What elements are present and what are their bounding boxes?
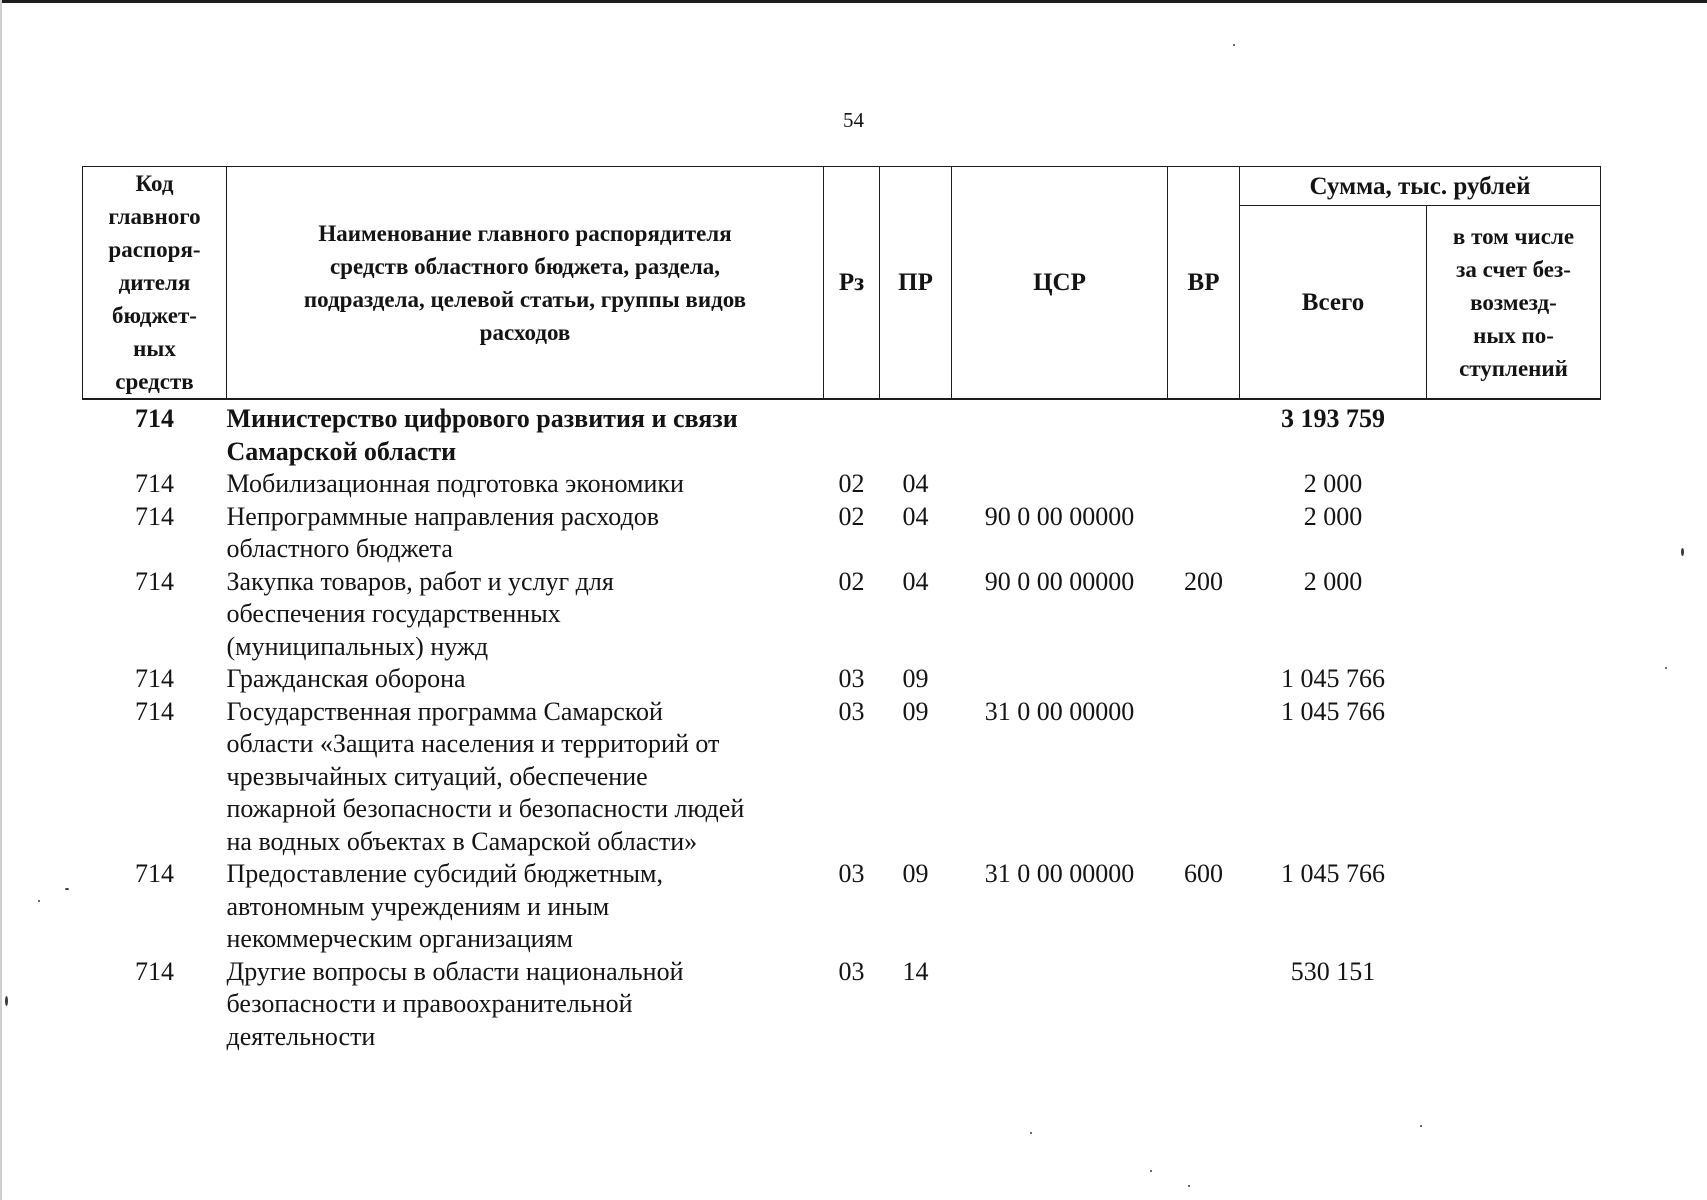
- cell-name-line: Закупка товаров, работ и услуг для: [226, 566, 614, 596]
- header-including-line: возмезд-: [1470, 289, 1557, 315]
- header-pr: ПР: [880, 167, 952, 400]
- cell-name-line: некоммерческим организациям: [226, 924, 573, 953]
- cell-name-line: области «Защита населения и территорий от: [226, 729, 720, 758]
- scan-speck: [38, 900, 40, 902]
- cell-name: [227, 566, 824, 664]
- header-code-line: главного: [108, 204, 201, 229]
- cell-csr: 31 0 00 00000: [984, 859, 1135, 888]
- header-including: [1427, 206, 1601, 399]
- cell-csr: [952, 663, 1168, 696]
- cell-code: 714: [135, 956, 174, 986]
- cell-name-line: пожарной безопасности и безопасности людей: [226, 794, 745, 823]
- cell-pr: [880, 399, 952, 468]
- cell-code: 714: [135, 566, 174, 596]
- cell-rz: 02: [838, 566, 865, 596]
- header-code-line: дителя: [118, 270, 191, 295]
- scan-speck: [1420, 1125, 1422, 1127]
- header-name-line: расходов: [479, 319, 571, 345]
- header-code-line: Код: [135, 171, 174, 196]
- cell-name: [227, 663, 824, 696]
- cell-name: [227, 858, 824, 956]
- header-including-line: ных по-: [1473, 322, 1554, 348]
- header-code-line: средств: [115, 369, 194, 394]
- cell-including: [1427, 696, 1601, 859]
- table-row: [83, 468, 1601, 501]
- cell-name-line: на водных объектах в Самарской области»: [226, 826, 698, 856]
- cell-pr: 14: [902, 956, 929, 986]
- cell-vr: [1168, 468, 1240, 501]
- cell-pr: 09: [902, 859, 929, 888]
- header-code-line: ных: [133, 336, 176, 361]
- cell-rz: 03: [838, 696, 865, 726]
- cell-name-line: Предоставление субсидий бюджетным,: [226, 859, 663, 888]
- table-body: [83, 399, 1601, 1053]
- cell-code: 714: [135, 859, 174, 888]
- cell-vr: 600: [1184, 859, 1223, 888]
- header-code: [83, 167, 227, 400]
- table-row: [83, 956, 1601, 1054]
- cell-name: [227, 956, 824, 1054]
- scan-speck: [1188, 1185, 1190, 1187]
- cell-csr: 31 0 00 00000: [984, 696, 1135, 726]
- cell-name: [227, 468, 824, 501]
- cell-including: [1427, 399, 1601, 468]
- cell-including: [1427, 501, 1601, 566]
- scan-speck: [1681, 548, 1684, 556]
- table-row: [83, 399, 1601, 468]
- header-sum: Сумма, тыс. рублей: [1240, 167, 1601, 206]
- cell-rz: 03: [838, 664, 865, 693]
- cell-rz: 03: [838, 859, 865, 888]
- scan-speck: [1665, 667, 1667, 669]
- cell-rz: [824, 399, 880, 468]
- cell-vr: [1168, 501, 1240, 566]
- cell-pr: 04: [902, 469, 929, 498]
- cell-csr: [952, 956, 1168, 1054]
- header-including-line: за счет без-: [1456, 256, 1571, 282]
- cell-csr: 90 0 00 00000: [984, 501, 1135, 531]
- scan-speck: [65, 888, 69, 890]
- cell-name-line: Другие вопросы в области национальной: [226, 956, 684, 986]
- cell-total: 2 000: [1303, 566, 1363, 596]
- scan-left-edge: [0, 0, 2, 1200]
- cell-including: [1427, 956, 1601, 1054]
- cell-name-line: (муниципальных) нужд: [226, 631, 489, 661]
- scan-speck: [1233, 44, 1235, 46]
- header-total: Всего: [1240, 206, 1427, 399]
- header-csr: ЦСР: [952, 167, 1168, 400]
- cell-vr: [1168, 399, 1240, 468]
- cell-pr: 04: [902, 566, 929, 596]
- budget-table: [82, 166, 1601, 1053]
- cell-vr: [1168, 696, 1240, 859]
- cell-including: [1427, 566, 1601, 664]
- table-row: [83, 663, 1601, 696]
- cell-name-line: деятельности: [226, 1021, 376, 1051]
- cell-csr: [952, 468, 1168, 501]
- page-number: 54: [843, 108, 864, 132]
- cell-code: 714: [135, 501, 174, 531]
- table-header: [83, 167, 1601, 400]
- header-including-line: в том числе: [1452, 223, 1575, 249]
- header-name: [227, 167, 824, 400]
- scan-speck: [1030, 1132, 1032, 1134]
- cell-code: 714: [135, 404, 174, 433]
- cell-total: 2 000: [1303, 469, 1363, 498]
- cell-code: 714: [135, 469, 174, 498]
- cell-name: [227, 501, 824, 566]
- cell-name-line: обеспечения государственных: [226, 599, 561, 628]
- cell-name-line: чрезвычайных ситуаций, обеспечение: [226, 761, 648, 791]
- header-code-line: бюджет-: [112, 303, 197, 328]
- cell-rz: 02: [838, 469, 865, 498]
- cell-total: 530 151: [1290, 956, 1376, 986]
- scan-speck: [1150, 1170, 1152, 1172]
- cell-pr: 09: [902, 664, 929, 693]
- scan-top-edge: [0, 0, 1707, 3]
- cell-vr: 200: [1184, 566, 1223, 596]
- table-row: [83, 696, 1601, 859]
- cell-name-line: областного бюджета: [226, 534, 453, 563]
- cell-name-line: Министерство цифрового развития и связи: [226, 404, 738, 433]
- header-name-line: подраздела, целевой статьи, группы видов: [303, 286, 747, 312]
- cell-vr: [1168, 663, 1240, 696]
- cell-name-line: Самарской области: [226, 436, 457, 466]
- cell-name-line: Мобилизационная подготовка экономики: [226, 469, 684, 498]
- table-row: [83, 566, 1601, 664]
- header-rz: Рз: [824, 167, 880, 400]
- cell-code: 714: [135, 664, 174, 693]
- cell-total: 2 000: [1303, 501, 1363, 531]
- header-code-line: распоря-: [108, 237, 201, 262]
- cell-including: [1427, 858, 1601, 956]
- cell-pr: 09: [902, 696, 929, 726]
- cell-name: [227, 696, 824, 859]
- cell-name-line: Гражданская оборона: [226, 664, 466, 693]
- cell-total: 1 045 766: [1281, 696, 1385, 726]
- cell-csr: 90 0 00 00000: [984, 566, 1135, 596]
- cell-rz: 02: [838, 501, 865, 531]
- cell-name: [227, 399, 824, 468]
- cell-total: 1 045 766: [1281, 664, 1385, 693]
- cell-total: 1 045 766: [1281, 859, 1385, 888]
- cell-total: 3 193 759: [1281, 404, 1385, 433]
- table-row: [83, 501, 1601, 566]
- cell-name-line: Непрограммные направления расходов: [226, 501, 660, 531]
- cell-pr: 04: [902, 501, 929, 531]
- scan-speck: [5, 996, 8, 1006]
- cell-including: [1427, 468, 1601, 501]
- table-row: [83, 858, 1601, 956]
- cell-including: [1427, 663, 1601, 696]
- cell-csr: [952, 399, 1168, 468]
- cell-code: 714: [135, 696, 174, 726]
- cell-vr: [1168, 956, 1240, 1054]
- cell-name-line: безопасности и правоохранительной: [226, 989, 633, 1018]
- header-name-line: средств областного бюджета, раздела,: [329, 253, 721, 279]
- cell-rz: 03: [838, 956, 865, 986]
- header-name-line: Наименование главного распорядителя: [318, 220, 732, 246]
- header-vr: ВР: [1168, 167, 1240, 400]
- cell-name-line: автономным учреждениям и иным: [226, 891, 610, 921]
- cell-name-line: Государственная программа Самарской: [226, 696, 663, 726]
- header-including-line: ступлений: [1459, 355, 1568, 381]
